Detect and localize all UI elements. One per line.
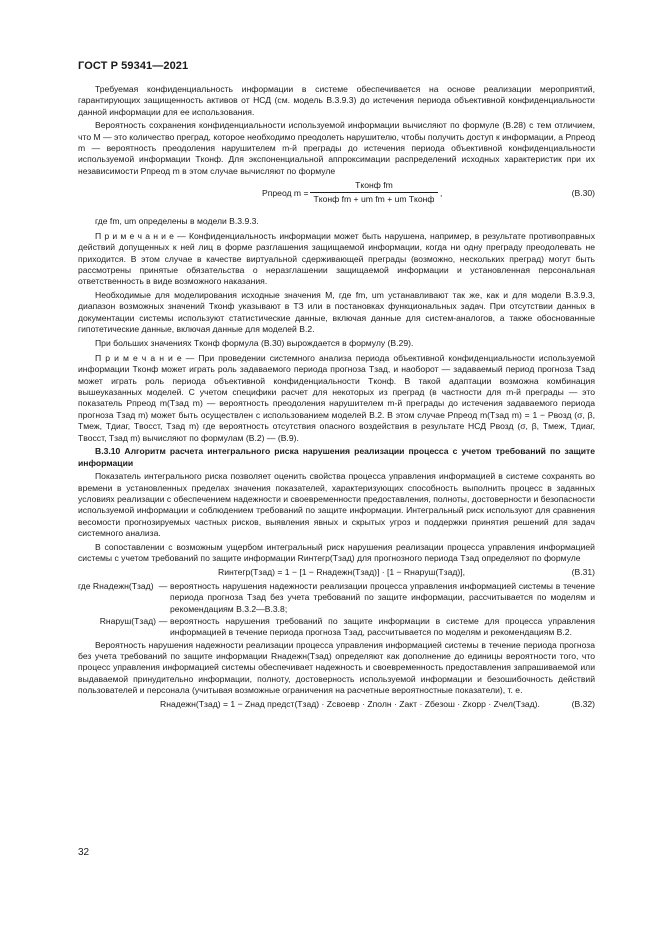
equation-number-b30: (В.30) — [571, 187, 595, 198]
paragraph-large-values: При больших значениях Tконф формула (В.30) вырождается в формулу (В.29). — [95, 337, 414, 348]
formula-b30-lhs: Pпреод m = — [262, 187, 309, 198]
formula-b30-numerator: Tконф fm — [355, 179, 393, 190]
where-term-reliability: где Rнадежн(Tзад) — [78, 580, 154, 591]
formula-b30 — [78, 180, 595, 214]
where-dash: — — [158, 580, 168, 591]
paragraph-integral-risk: Показатель интегрального риска позволяет оценить свойства процесса управления информацией в системе сохранять во времени в установленных пределах значения показателей, характеризующих способность выполнить процесс в заданных условиях реализации с обеспечением надежности и своевременности предоставления, полноты, достоверности и безопасности используемой информации и соблюдением требований по защите информации. Интегральный риск используют для сравнения весомости прогнозируемых частных рисков, выявления явных и скрытых угроз и поддержки принятия решений для задач системного анализа. — [78, 471, 595, 539]
formula-b30-denominator: Tконф fm + um fm + um Tконф — [313, 193, 435, 204]
section-heading-b3-10: В.3.10 Алгоритм расчета интегрального риска нарушения реализации процесса с учетом требований по защите информации — [78, 446, 595, 468]
where-desc-reliability: вероятность нарушения надежности реализации процесса управления информацией системы в течение периода прогноза Tзад без учета требований по защите информации, рассчитывается по моделям и рекомендациям В.3.2—В.3.8; — [170, 580, 595, 614]
where-desc-violation: вероятность нарушения требований по защите информации в системе для процесса управления информацией в течение периода прогноза Tзад, рассчитывается по моделям и рекомендациям В.2. — [170, 615, 595, 638]
formula-b30-comma: , — [440, 187, 443, 198]
standard-header: ГОСТ Р 59341—2021 — [78, 60, 189, 72]
paragraph-where-fm-um: где fm, um определены в модели В.3.9.3. — [95, 215, 259, 226]
paragraph-initial-values: Необходимые для моделирования исходные значения M, где fm, um устанавливают так же, как и для модели В.3.9.3, диапазон возможных значений Tконф указывают в ТЗ или в постановках функциональных задач. При отсутствии данных в документации системы используют статистические данные, включая данные для систем-аналогов, а также обоснованные гипотетические данные, включая данные для моделей В.2. — [78, 289, 595, 335]
equation-number-b31: (В.31) — [571, 566, 595, 577]
page-number: 32 — [78, 847, 90, 858]
formula-b31-expression: Rинтегр(Tзад) = 1 − [1 − Rнадежн(Tзад)] · [1 − Rнаруш(Tзад)], — [218, 566, 466, 577]
where-dash: — — [158, 615, 168, 626]
paragraph-confidentiality-requirement: Требуемая конфиденциальность информации в системе обеспечивается на основе реализации мероприятий, гарантирующих защищенность активов от НСД (см. модель В.3.9.3) до истечения периода объективной конфиденциальности данной информации для ее использования. — [78, 84, 595, 117]
note-confidentiality-breach: П р и м е ч а н и е — Конфиденциальность информации может быть нарушена, например, в результате противоправных действий допущенных к ней лиц в форме разглашения защищаемой информации, когда ни одну преграду преодолевать не приходится. В этом случае в качестве виртуальной сдерживающей преграды (возможно, нескольких преград) могут быть рассмотрены принятые обязательства о неразглашении защищаемой информации и установленная персональная ответственность в виде возможного наказания. — [78, 230, 595, 287]
page-body — [78, 84, 595, 713]
formula-b32-expression: Rнадежн(Tзад) = 1 − Zнад предст(Tзад) · Zсвоевр · Zполн · Zакт · Zбезош · Zкорр · Zчел(Tзад). — [160, 698, 540, 709]
fraction-bar — [310, 192, 438, 193]
where-item-violation — [78, 616, 595, 639]
formula-b32 — [78, 699, 595, 712]
paragraph-reliability-probability: Вероятность нарушения надежности реализации процесса управления информацией системы в течение периода прогноза без учета требований по защите информации Rнадежн(Tзад) определяют как дополнение до единицы вероятности того, что процесс управления информацией системы обеспечивает надежность и своевременность предоставления запрашиваемой или выдаваемой принудительно информации, полноту, достоверность используемой информации и безошибочность действий пользователей и персонала (учитывая возможные ограничения на расчетные вероятностные показатели), т. е. — [78, 639, 595, 695]
where-term-violation: Rнаруш(Tзад) — [99, 615, 156, 626]
paragraph-risk-comparison: В сопоставлении с возможным ущербом интегральный риск нарушения реализации процесса управления информацией системы с учетом требований по защите информации Rинтегр(Tзад) для прогнозного периода Tзад определяют по формуле — [78, 541, 595, 564]
formula-b31 — [78, 567, 595, 580]
where-item-reliability — [78, 581, 595, 615]
note-system-analysis: П р и м е ч а н и е — При проведении системного анализа периода объективной конфиденциальности используемой информации Tконф может играть роль задаваемого периода прогноза Tзад, и наоборот — задаваемый период прогноза Tзад может играть роль периода объективной конфиденциальности Tконф. В такой адаптации возможна комбинация вышеуказанных моделей. С учетом специфики расчет для некоторых из преград (в частности для m-й преграды — это показатель Pпреод m(Tзад m) — вероятность преодоления нарушителем m-й преграды до истечения задаваемого периода прогноза Tзад m) может быть осуществлен с использованием моделей В.2. В этом случае Pпреод m(Tзад m) = 1 − Pвозд (σ, β, Tмеж, Tдиаг, Tвосст, Tзад m) где вероятность отсутствия опасного воздействия в результате НСД Pвозд (σ, β, Tмеж, Tдиаг, Tвосст, Tзад m) вычисляют по формулам (В.2) — (В.9). — [78, 353, 595, 443]
paragraph-preservation-probability: Вероятность сохранения конфиденциальности используемой информации вычисляют по формуле (В.28) с тем отличием, что M — это количество преград, которое необходимо преодолеть нарушителю, чтобы получить доступ к информации, а Pпреод m — вероятность преодоления нарушителем m-й преграды до истечения периода объективной конфиденциальности используемой информации Tконф. Для экспоненциальной аппроксимации распределений исходных характеристик при их независимости Pпреод m в этом случае вычисляют по формуле — [78, 120, 595, 176]
equation-number-b32: (В.32) — [571, 698, 595, 709]
